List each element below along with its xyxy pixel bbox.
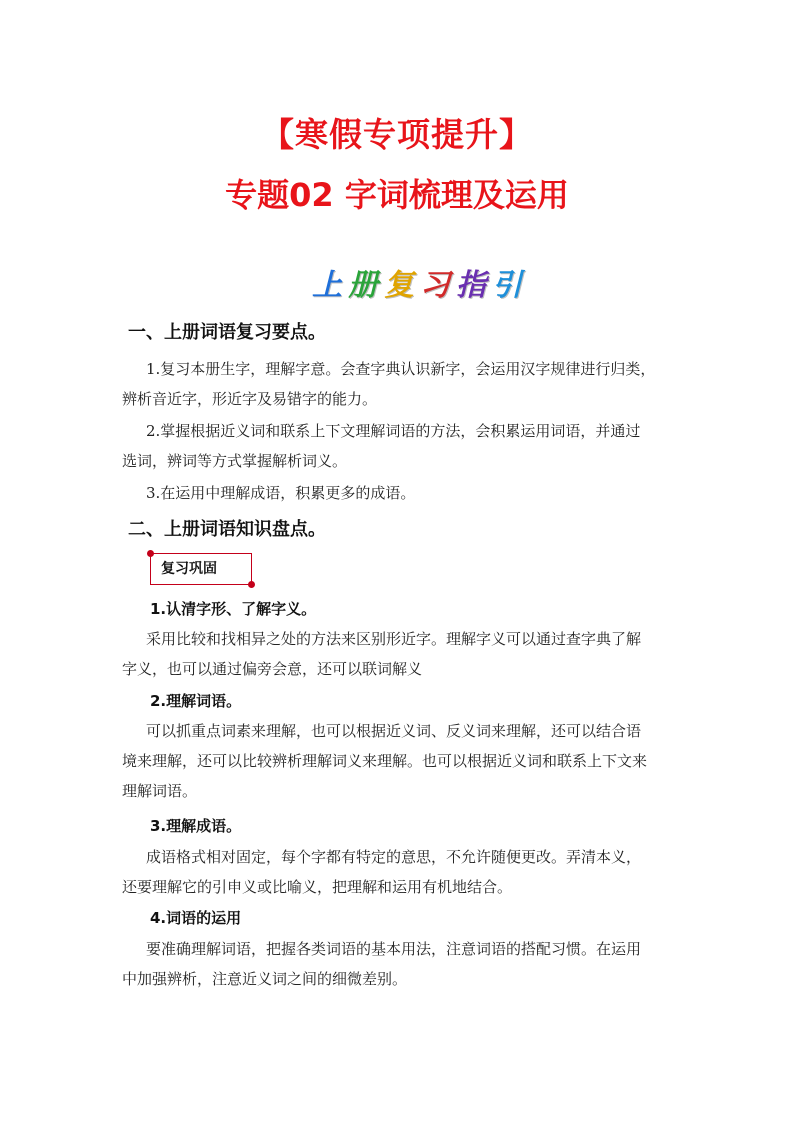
subsection-1-text	[122, 624, 682, 684]
subsection-3-title: 3.理解成语。	[150, 817, 242, 835]
title-line-1: 【寒假专项提升】	[261, 115, 533, 154]
paragraph-line: 成语格式相对固定，每个字都有特定的意思，不允许随便更改。弄清本义，	[146, 848, 642, 866]
guide-char: 指	[456, 268, 486, 303]
subsection-2-title: 2.理解词语。	[150, 692, 242, 710]
paragraph-line: 可以抓重点词素来理解，也可以根据近义词、反义词来理解，还可以结合语	[146, 722, 642, 740]
subsection-2-text	[122, 716, 682, 806]
guide-char: 引	[492, 268, 522, 303]
paragraph-line: 3.在运用中理解成语，积累更多的成语。	[146, 484, 416, 502]
paragraph-line: 理解词语。	[122, 782, 198, 800]
title-line-2: 专题02 字词梳理及运用	[225, 176, 569, 214]
review-label-box	[150, 553, 252, 585]
guide-char: 册	[348, 268, 378, 303]
paragraph-line: 2.掌握根据近义词和联系上下文理解词语的方法，会积累运用词语，并通过	[146, 422, 641, 440]
paragraph-line: 还要理解它的引申义或比喻义，把理解和运用有机地结合。	[122, 878, 513, 896]
paragraph-line: 1.复习本册生字，理解字意。会查字典认识新字，会运用汉字规律进行归类，	[146, 360, 656, 378]
section-2-heading: 二、上册词语知识盘点。	[128, 519, 326, 540]
paragraph-line: 采用比较和找相异之处的方法来区别形近字。理解字义可以通过查字典了解	[146, 630, 642, 648]
corner-dot	[248, 581, 255, 588]
subsection-4-text	[122, 934, 682, 994]
guide-char: 复	[384, 268, 414, 303]
paragraph-3	[122, 478, 682, 508]
paragraph-line: 境来理解，还可以比较辨析理解词义来理解。也可以根据近义词和联系上下文来	[122, 752, 648, 770]
section-1-heading: 一、上册词语复习要点。	[128, 322, 326, 343]
guide-char: 习	[420, 268, 450, 303]
subsection-1-title: 1.认清字形、了解字义。	[150, 600, 317, 618]
subsection-3-text	[122, 842, 682, 902]
paragraph-2	[122, 416, 682, 476]
paragraph-line: 字义，也可以通过偏旁会意，还可以联词解义	[122, 660, 423, 678]
paragraph-line: 要准确理解词语，把握各类词语的基本用法，注意词语的搭配习惯。在运用	[146, 940, 642, 958]
paragraph-line: 辨析音近字，形近字及易错字的能力。	[122, 390, 378, 408]
guide-banner	[312, 264, 522, 308]
paragraph-1	[122, 354, 682, 414]
subsection-4-title: 4.词语的运用	[150, 909, 242, 927]
paragraph-line: 中加强辨析，注意近义词之间的细微差别。	[122, 970, 408, 988]
review-label: 复习巩固	[161, 561, 217, 577]
guide-char: 上	[312, 268, 342, 303]
corner-dot	[147, 550, 154, 557]
paragraph-line: 选词，辨词等方式掌握解析词义。	[122, 452, 348, 470]
